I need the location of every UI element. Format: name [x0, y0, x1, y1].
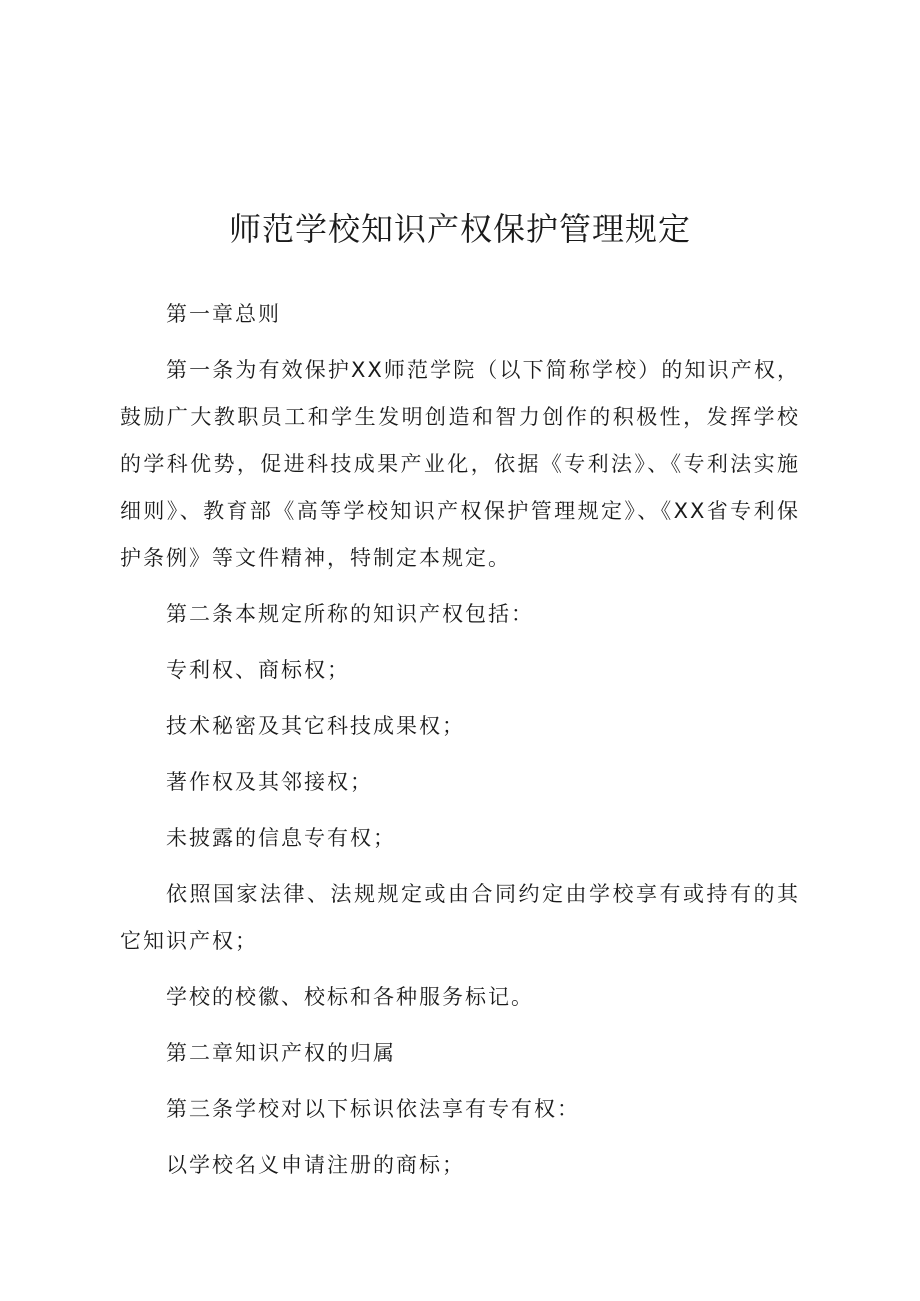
list-item: 专利权、商标权； [166, 658, 350, 682]
chapter-heading: 第一章总则 [166, 302, 281, 326]
list-item: 未披露的信息专有权； [166, 826, 396, 850]
list-item: 著作权及其邻接权； [166, 770, 373, 794]
list-item: 学校的校徽、校标和各种服务标记。 [166, 985, 534, 1009]
list-item: 依照国家法律、法规规定或由合同约定由学校享有或持有的其它知识产权； [120, 882, 800, 953]
article-paragraph: 第二条本规定所称的知识产权包括： [166, 602, 534, 626]
document-body [120, 291, 800, 1198]
list-item: 以学校名义申请注册的商标； [166, 1153, 465, 1177]
chapter-heading: 第二章知识产权的归属 [166, 1041, 396, 1065]
article-paragraph: 第三条学校对以下标识依法享有专有权： [166, 1097, 580, 1121]
article-paragraph: 第一条为有效保护XX师范学院（以下简称学校）的知识产权，鼓励广大教职员工和学生发明创造和智力创作的积极性，发挥学校的学科优势，促进科技成果产业化，依据《专利法》、《专利法实施细则》、教育部《高等学校知识产权保护管理规定》、《XX省专利保护条例》等文件精神，特制定本规定。 [120, 358, 800, 570]
list-item: 技术秘密及其它科技成果权； [166, 714, 465, 738]
document-title: 师范学校知识产权保护管理规定 [228, 210, 691, 248]
